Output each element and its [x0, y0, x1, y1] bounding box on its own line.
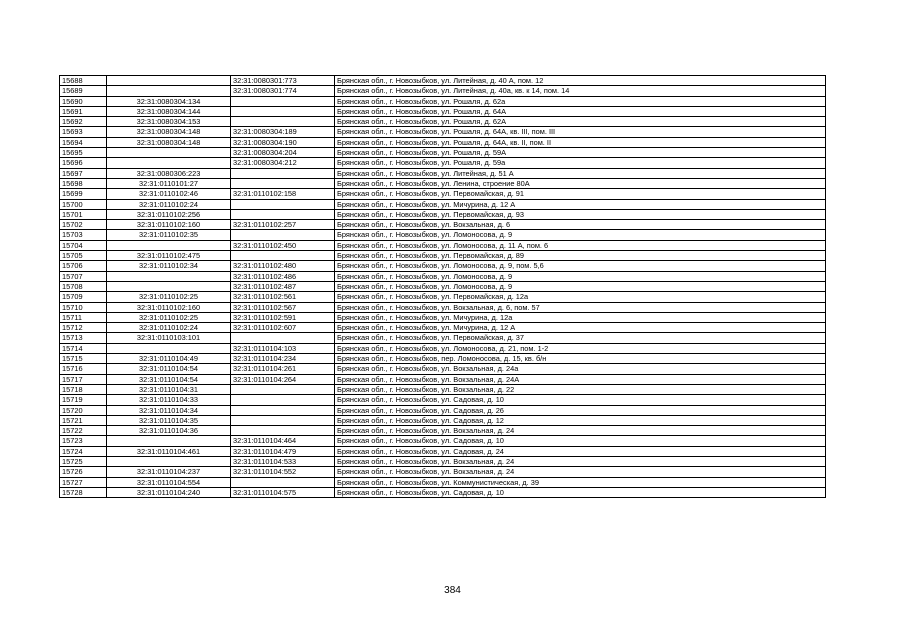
table-row	[60, 395, 826, 405]
table-row	[60, 127, 826, 137]
row-number-cell: 15690	[60, 96, 107, 106]
cadastral-number-cell: 32:31:0080306:223	[107, 168, 231, 178]
premises-cadastral-number-cell: 32:31:0110102:487	[231, 281, 335, 291]
row-number-cell: 15707	[60, 271, 107, 281]
row-number-cell: 15726	[60, 467, 107, 477]
address-cell: Брянская обл., г. Новозыбков, пер. Ломоносова, д. 15, кв. б/н	[335, 354, 826, 364]
cadastral-number-cell: 32:31:0110102:25	[107, 292, 231, 302]
table-row	[60, 168, 826, 178]
cadastral-number-cell: 32:31:0110104:54	[107, 374, 231, 384]
row-number-cell: 15724	[60, 446, 107, 456]
table-row	[60, 415, 826, 425]
table-row	[60, 343, 826, 353]
address-cell: Брянская обл., г. Новозыбков, ул. Садовая, д. 10	[335, 395, 826, 405]
address-cell: Брянская обл., г. Новозыбков, ул. Вокзальная, д. 24а	[335, 364, 826, 374]
premises-cadastral-number-cell: 32:31:0110102:158	[231, 189, 335, 199]
table-row	[60, 456, 826, 466]
row-number-cell: 15725	[60, 456, 107, 466]
premises-cadastral-number-cell	[231, 209, 335, 219]
address-cell: Брянская обл., г. Новозыбков, ул. Садовая, д. 10	[335, 487, 826, 497]
address-cell: Брянская обл., г. Новозыбков, ул. Садовая, д. 24	[335, 446, 826, 456]
page-number: 384	[444, 585, 461, 596]
cadastral-number-cell	[107, 271, 231, 281]
row-number-cell: 15721	[60, 415, 107, 425]
row-number-cell: 15719	[60, 395, 107, 405]
address-cell: Брянская обл., г. Новозыбков, ул. Вокзальная, д. 24А	[335, 374, 826, 384]
address-cell: Брянская обл., г. Новозыбков, ул. Коммунистическая, д. 39	[335, 477, 826, 487]
table-row	[60, 261, 826, 271]
premises-cadastral-number-cell: 32:31:0080304:190	[231, 137, 335, 147]
table-row	[60, 477, 826, 487]
premises-cadastral-number-cell	[231, 117, 335, 127]
address-cell: Брянская обл., г. Новозыбков, ул. Ломоносова, д. 9	[335, 281, 826, 291]
premises-cadastral-number-cell	[231, 405, 335, 415]
cadastral-number-cell: 32:31:0110104:461	[107, 446, 231, 456]
row-number-cell: 15692	[60, 117, 107, 127]
cadastral-number-cell: 32:31:0110102:35	[107, 230, 231, 240]
row-number-cell: 15695	[60, 148, 107, 158]
address-cell: Брянская обл., г. Новозыбков, ул. Вокзальная, д. 24	[335, 467, 826, 477]
address-cell: Брянская обл., г. Новозыбков, ул. Литейная, д. 51 А	[335, 168, 826, 178]
table-row	[60, 426, 826, 436]
premises-cadastral-number-cell: 32:31:0110102:450	[231, 240, 335, 250]
row-number-cell: 15689	[60, 86, 107, 96]
address-cell: Брянская обл., г. Новозыбков, ул. Литейная, д. 40а, кв. к 14, пом. 14	[335, 86, 826, 96]
row-number-cell: 15691	[60, 106, 107, 116]
premises-cadastral-number-cell: 32:31:0110104:533	[231, 456, 335, 466]
row-number-cell: 15693	[60, 127, 107, 137]
row-number-cell: 15713	[60, 333, 107, 343]
table-row	[60, 446, 826, 456]
cadastral-number-cell: 32:31:0080304:148	[107, 127, 231, 137]
address-cell: Брянская обл., г. Новозыбков, ул. Литейная, д. 40 А, пом. 12	[335, 76, 826, 86]
cadastral-number-cell: 32:31:0110104:31	[107, 384, 231, 394]
row-number-cell: 15697	[60, 168, 107, 178]
cadastral-number-cell: 32:31:0110101:27	[107, 178, 231, 188]
table-row	[60, 86, 826, 96]
premises-cadastral-number-cell	[231, 415, 335, 425]
address-cell: Брянская обл., г. Новозыбков, ул. Первомайская, д. 91	[335, 189, 826, 199]
cadastral-number-cell: 32:31:0110102:34	[107, 261, 231, 271]
cadastral-number-cell: 32:31:0110104:554	[107, 477, 231, 487]
premises-cadastral-number-cell	[231, 477, 335, 487]
row-number-cell: 15698	[60, 178, 107, 188]
table-row	[60, 158, 826, 168]
address-cell: Брянская обл., г. Новозыбков, ул. Рошаля, д. 64А, кв. II, пом. II	[335, 137, 826, 147]
address-cell: Брянская обл., г. Новозыбков, ул. Мичурина, д. 12а	[335, 312, 826, 322]
address-cell: Брянская обл., г. Новозыбков, ул. Ломоносова, д. 9	[335, 271, 826, 281]
table-row	[60, 106, 826, 116]
premises-cadastral-number-cell: 32:31:0110102:480	[231, 261, 335, 271]
address-cell: Брянская обл., г. Новозыбков, ул. Рошаля, д. 59А	[335, 148, 826, 158]
premises-cadastral-number-cell: 32:31:0110104:552	[231, 467, 335, 477]
row-number-cell: 15728	[60, 487, 107, 497]
address-cell: Брянская обл., г. Новозыбков, ул. Ломоносова, д. 9, пом. 5,6	[335, 261, 826, 271]
row-number-cell: 15712	[60, 323, 107, 333]
premises-cadastral-number-cell: 32:31:0110104:575	[231, 487, 335, 497]
table-row	[60, 333, 826, 343]
table-row	[60, 405, 826, 415]
address-cell: Брянская обл., г. Новозыбков, ул. Садовая, д. 26	[335, 405, 826, 415]
row-number-cell: 15688	[60, 76, 107, 86]
premises-cadastral-number-cell: 32:31:0110102:607	[231, 323, 335, 333]
premises-cadastral-number-cell: 32:31:0110104:464	[231, 436, 335, 446]
table-row	[60, 189, 826, 199]
premises-cadastral-number-cell: 32:31:0080304:189	[231, 127, 335, 137]
row-number-cell: 15696	[60, 158, 107, 168]
table-row	[60, 467, 826, 477]
table-row	[60, 96, 826, 106]
row-number-cell: 15720	[60, 405, 107, 415]
address-cell: Брянская обл., г. Новозыбков, ул. Первомайская, д. 89	[335, 251, 826, 261]
row-number-cell: 15701	[60, 209, 107, 219]
address-cell: Брянская обл., г. Новозыбков, ул. Первомайская, д. 93	[335, 209, 826, 219]
row-number-cell: 15703	[60, 230, 107, 240]
cadastral-number-cell: 32:31:0080304:148	[107, 137, 231, 147]
table-row	[60, 178, 826, 188]
cadastral-number-cell: 32:31:0110102:46	[107, 189, 231, 199]
premises-cadastral-number-cell: 32:31:0110104:103	[231, 343, 335, 353]
address-cell: Брянская обл., г. Новозыбков, ул. Мичурина, д. 12 А	[335, 199, 826, 209]
row-number-cell: 15714	[60, 343, 107, 353]
premises-cadastral-number-cell	[231, 395, 335, 405]
cadastral-number-cell	[107, 456, 231, 466]
table-row	[60, 281, 826, 291]
table-row	[60, 209, 826, 219]
row-number-cell: 15718	[60, 384, 107, 394]
premises-cadastral-number-cell	[231, 333, 335, 343]
cadastral-number-cell: 32:31:0110104:35	[107, 415, 231, 425]
row-number-cell: 15723	[60, 436, 107, 446]
row-number-cell: 15699	[60, 189, 107, 199]
premises-cadastral-number-cell	[231, 178, 335, 188]
address-cell: Брянская обл., г. Новозыбков, ул. Ломоносова, д. 9	[335, 230, 826, 240]
premises-cadastral-number-cell	[231, 426, 335, 436]
premises-cadastral-number-cell	[231, 168, 335, 178]
address-cell: Брянская обл., г. Новозыбков, ул. Рошаля, д. 62А	[335, 117, 826, 127]
address-cell: Брянская обл., г. Новозыбков, ул. Рошаля, д. 62а	[335, 96, 826, 106]
address-cell: Брянская обл., г. Новозыбков, ул. Вокзальная, д. 24	[335, 456, 826, 466]
table-row	[60, 240, 826, 250]
cadastral-number-cell: 32:31:0080304:144	[107, 106, 231, 116]
table-row	[60, 271, 826, 281]
premises-cadastral-number-cell	[231, 96, 335, 106]
cadastral-number-cell: 32:31:0110102:160	[107, 220, 231, 230]
cadastral-number-cell: 32:31:0110104:49	[107, 354, 231, 364]
premises-cadastral-number-cell: 32:31:0080301:773	[231, 76, 335, 86]
cadastral-number-cell	[107, 343, 231, 353]
cadastral-number-cell: 32:31:0110104:34	[107, 405, 231, 415]
address-cell: Брянская обл., г. Новозыбков, ул. Мичурина, д. 12 А	[335, 323, 826, 333]
table-row	[60, 487, 826, 497]
table-row	[60, 148, 826, 158]
row-number-cell: 15716	[60, 364, 107, 374]
cadastral-number-cell: 32:31:0110104:54	[107, 364, 231, 374]
address-cell: Брянская обл., г. Новозыбков, ул. Ломоносова, д. 11 А, пом. 6	[335, 240, 826, 250]
premises-cadastral-number-cell: 32:31:0110102:561	[231, 292, 335, 302]
table-row	[60, 364, 826, 374]
table-row	[60, 137, 826, 147]
cadastral-number-cell: 32:31:0110102:160	[107, 302, 231, 312]
cadastral-number-cell: 32:31:0110104:237	[107, 467, 231, 477]
table-row	[60, 374, 826, 384]
table-body	[60, 76, 826, 498]
address-cell: Брянская обл., г. Новозыбков, ул. Рошаля, д. 59а	[335, 158, 826, 168]
table-row	[60, 251, 826, 261]
premises-cadastral-number-cell: 32:31:0110102:591	[231, 312, 335, 322]
table-row	[60, 436, 826, 446]
premises-cadastral-number-cell: 32:31:0110102:257	[231, 220, 335, 230]
premises-cadastral-number-cell	[231, 106, 335, 116]
row-number-cell: 15708	[60, 281, 107, 291]
table-row	[60, 312, 826, 322]
cadastral-number-cell	[107, 86, 231, 96]
row-number-cell: 15709	[60, 292, 107, 302]
premises-cadastral-number-cell: 32:31:0080304:204	[231, 148, 335, 158]
premises-cadastral-number-cell: 32:31:0110104:479	[231, 446, 335, 456]
row-number-cell: 15706	[60, 261, 107, 271]
cadastral-number-cell	[107, 281, 231, 291]
table-row	[60, 354, 826, 364]
premises-cadastral-number-cell: 32:31:0110102:567	[231, 302, 335, 312]
table-row	[60, 199, 826, 209]
table-row	[60, 384, 826, 394]
row-number-cell: 15705	[60, 251, 107, 261]
address-cell: Брянская обл., г. Новозыбков, ул. Вокзальная, д. 22	[335, 384, 826, 394]
address-cell: Брянская обл., г. Новозыбков, ул. Рошаля, д. 64А	[335, 106, 826, 116]
table-row	[60, 302, 826, 312]
premises-cadastral-number-cell	[231, 384, 335, 394]
row-number-cell: 15711	[60, 312, 107, 322]
cadastral-number-cell: 32:31:0110102:25	[107, 312, 231, 322]
cadastral-number-cell: 32:31:0110104:33	[107, 395, 231, 405]
address-cell: Брянская обл., г. Новозыбков, ул. Первомайская, д. 12а	[335, 292, 826, 302]
premises-cadastral-number-cell: 32:31:0080304:212	[231, 158, 335, 168]
premises-cadastral-number-cell: 32:31:0110102:486	[231, 271, 335, 281]
property-register-table	[59, 75, 826, 498]
address-cell: Брянская обл., г. Новозыбков, ул. Вокзальная, д. 6, пом. 57	[335, 302, 826, 312]
address-cell: Брянская обл., г. Новозыбков, ул. Садовая, д. 10	[335, 436, 826, 446]
premises-cadastral-number-cell	[231, 199, 335, 209]
cadastral-number-cell: 32:31:0110102:24	[107, 323, 231, 333]
cadastral-number-cell	[107, 76, 231, 86]
table-row	[60, 220, 826, 230]
cadastral-number-cell: 32:31:0080304:153	[107, 117, 231, 127]
address-cell: Брянская обл., г. Новозыбков, ул. Ленина, строение 80А	[335, 178, 826, 188]
cadastral-number-cell: 32:31:0080304:134	[107, 96, 231, 106]
address-cell: Брянская обл., г. Новозыбков, ул. Первомайская, д. 37	[335, 333, 826, 343]
cadastral-number-cell: 32:31:0110104:36	[107, 426, 231, 436]
row-number-cell: 15727	[60, 477, 107, 487]
address-cell: Брянская обл., г. Новозыбков, ул. Садовая, д. 12	[335, 415, 826, 425]
cadastral-number-cell	[107, 436, 231, 446]
address-cell: Брянская обл., г. Новозыбков, ул. Вокзальная, д. 24	[335, 426, 826, 436]
cadastral-number-cell: 32:31:0110102:24	[107, 199, 231, 209]
row-number-cell: 15717	[60, 374, 107, 384]
address-cell: Брянская обл., г. Новозыбков, ул. Вокзальная, д. 6	[335, 220, 826, 230]
premises-cadastral-number-cell: 32:31:0110104:261	[231, 364, 335, 374]
cadastral-number-cell	[107, 240, 231, 250]
cadastral-number-cell	[107, 148, 231, 158]
row-number-cell: 15694	[60, 137, 107, 147]
row-number-cell: 15715	[60, 354, 107, 364]
table-row	[60, 323, 826, 333]
table-row	[60, 117, 826, 127]
cadastral-number-cell	[107, 158, 231, 168]
cadastral-number-cell: 32:31:0110102:475	[107, 251, 231, 261]
table-row	[60, 292, 826, 302]
table-row	[60, 230, 826, 240]
table-row	[60, 76, 826, 86]
row-number-cell: 15704	[60, 240, 107, 250]
row-number-cell: 15710	[60, 302, 107, 312]
cadastral-number-cell: 32:31:0110102:256	[107, 209, 231, 219]
row-number-cell: 15702	[60, 220, 107, 230]
premises-cadastral-number-cell: 32:31:0080301:774	[231, 86, 335, 96]
address-cell: Брянская обл., г. Новозыбков, ул. Ломоносова, д. 21, пом. 1-2	[335, 343, 826, 353]
cadastral-number-cell: 32:31:0110103:101	[107, 333, 231, 343]
address-cell: Брянская обл., г. Новозыбков, ул. Рошаля, д. 64А, кв. III, пом. III	[335, 127, 826, 137]
row-number-cell: 15700	[60, 199, 107, 209]
premises-cadastral-number-cell	[231, 230, 335, 240]
cadastral-number-cell: 32:31:0110104:240	[107, 487, 231, 497]
premises-cadastral-number-cell	[231, 251, 335, 261]
row-number-cell: 15722	[60, 426, 107, 436]
premises-cadastral-number-cell: 32:31:0110104:234	[231, 354, 335, 364]
premises-cadastral-number-cell: 32:31:0110104:264	[231, 374, 335, 384]
